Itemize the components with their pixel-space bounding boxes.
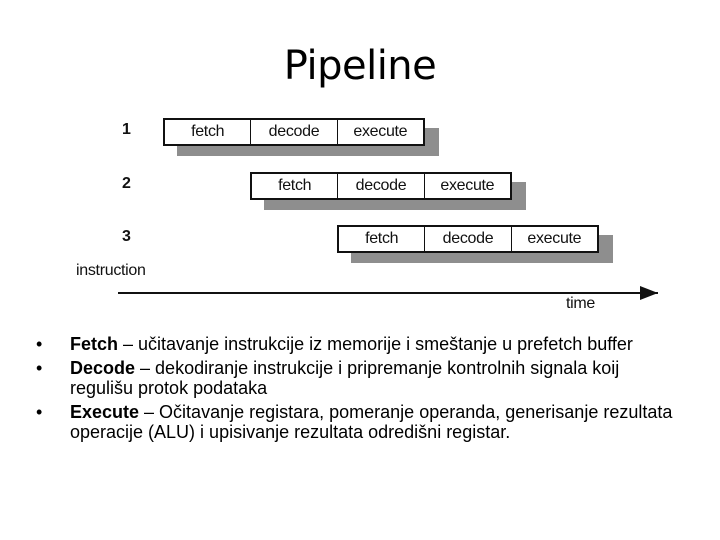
stage-fetch: fetch — [165, 120, 251, 144]
stage-decode: decode — [251, 120, 337, 144]
time-axis-label: time — [566, 295, 596, 312]
bullet-term: Execute — [70, 402, 140, 422]
stage-bar — [163, 118, 425, 146]
bullet-decode — [36, 358, 676, 398]
stage-bar — [250, 172, 512, 200]
instruction-axis-label: instruction — [76, 262, 146, 279]
bullet-term: Fetch — [70, 334, 119, 354]
bullet-term: Decode — [70, 358, 136, 378]
time-axis-line — [118, 292, 658, 294]
stage-decode: decode — [338, 174, 424, 198]
stage-bar — [337, 225, 599, 253]
bullet-text: – dekodiranje instrukcije i pripremanje kontrolnih signala koij regulišu protok podataka — [70, 358, 620, 398]
stage-fetch: fetch — [252, 174, 338, 198]
stage-execute: execute — [440, 177, 495, 194]
bullet-fetch — [36, 334, 676, 354]
row-number-2: 2 — [122, 175, 131, 192]
row-number-3: 3 — [122, 228, 131, 245]
bullet-icon: • — [36, 402, 43, 422]
stage-execute: execute — [353, 123, 408, 140]
stage-decode: decode — [425, 227, 511, 251]
stage-execute: execute — [527, 230, 582, 247]
bullet-icon: • — [36, 358, 43, 378]
bullet-text: – učitavanje instrukcije iz memorije i smeštanje u prefetch buffer — [118, 334, 633, 354]
bullet-icon: • — [36, 334, 43, 354]
bullet-list — [36, 334, 676, 446]
row-number-1: 1 — [122, 121, 131, 138]
slide-title: Pipeline — [283, 43, 437, 89]
bullet-text: – Očitavanje registara, pomeranje operanda, generisanje rezultata operacije (ALU) i upisivanje rezultata odredišni registar. — [70, 402, 673, 442]
arrow-right-icon — [640, 286, 658, 300]
stage-fetch: fetch — [339, 227, 425, 251]
bullet-execute — [36, 402, 676, 442]
